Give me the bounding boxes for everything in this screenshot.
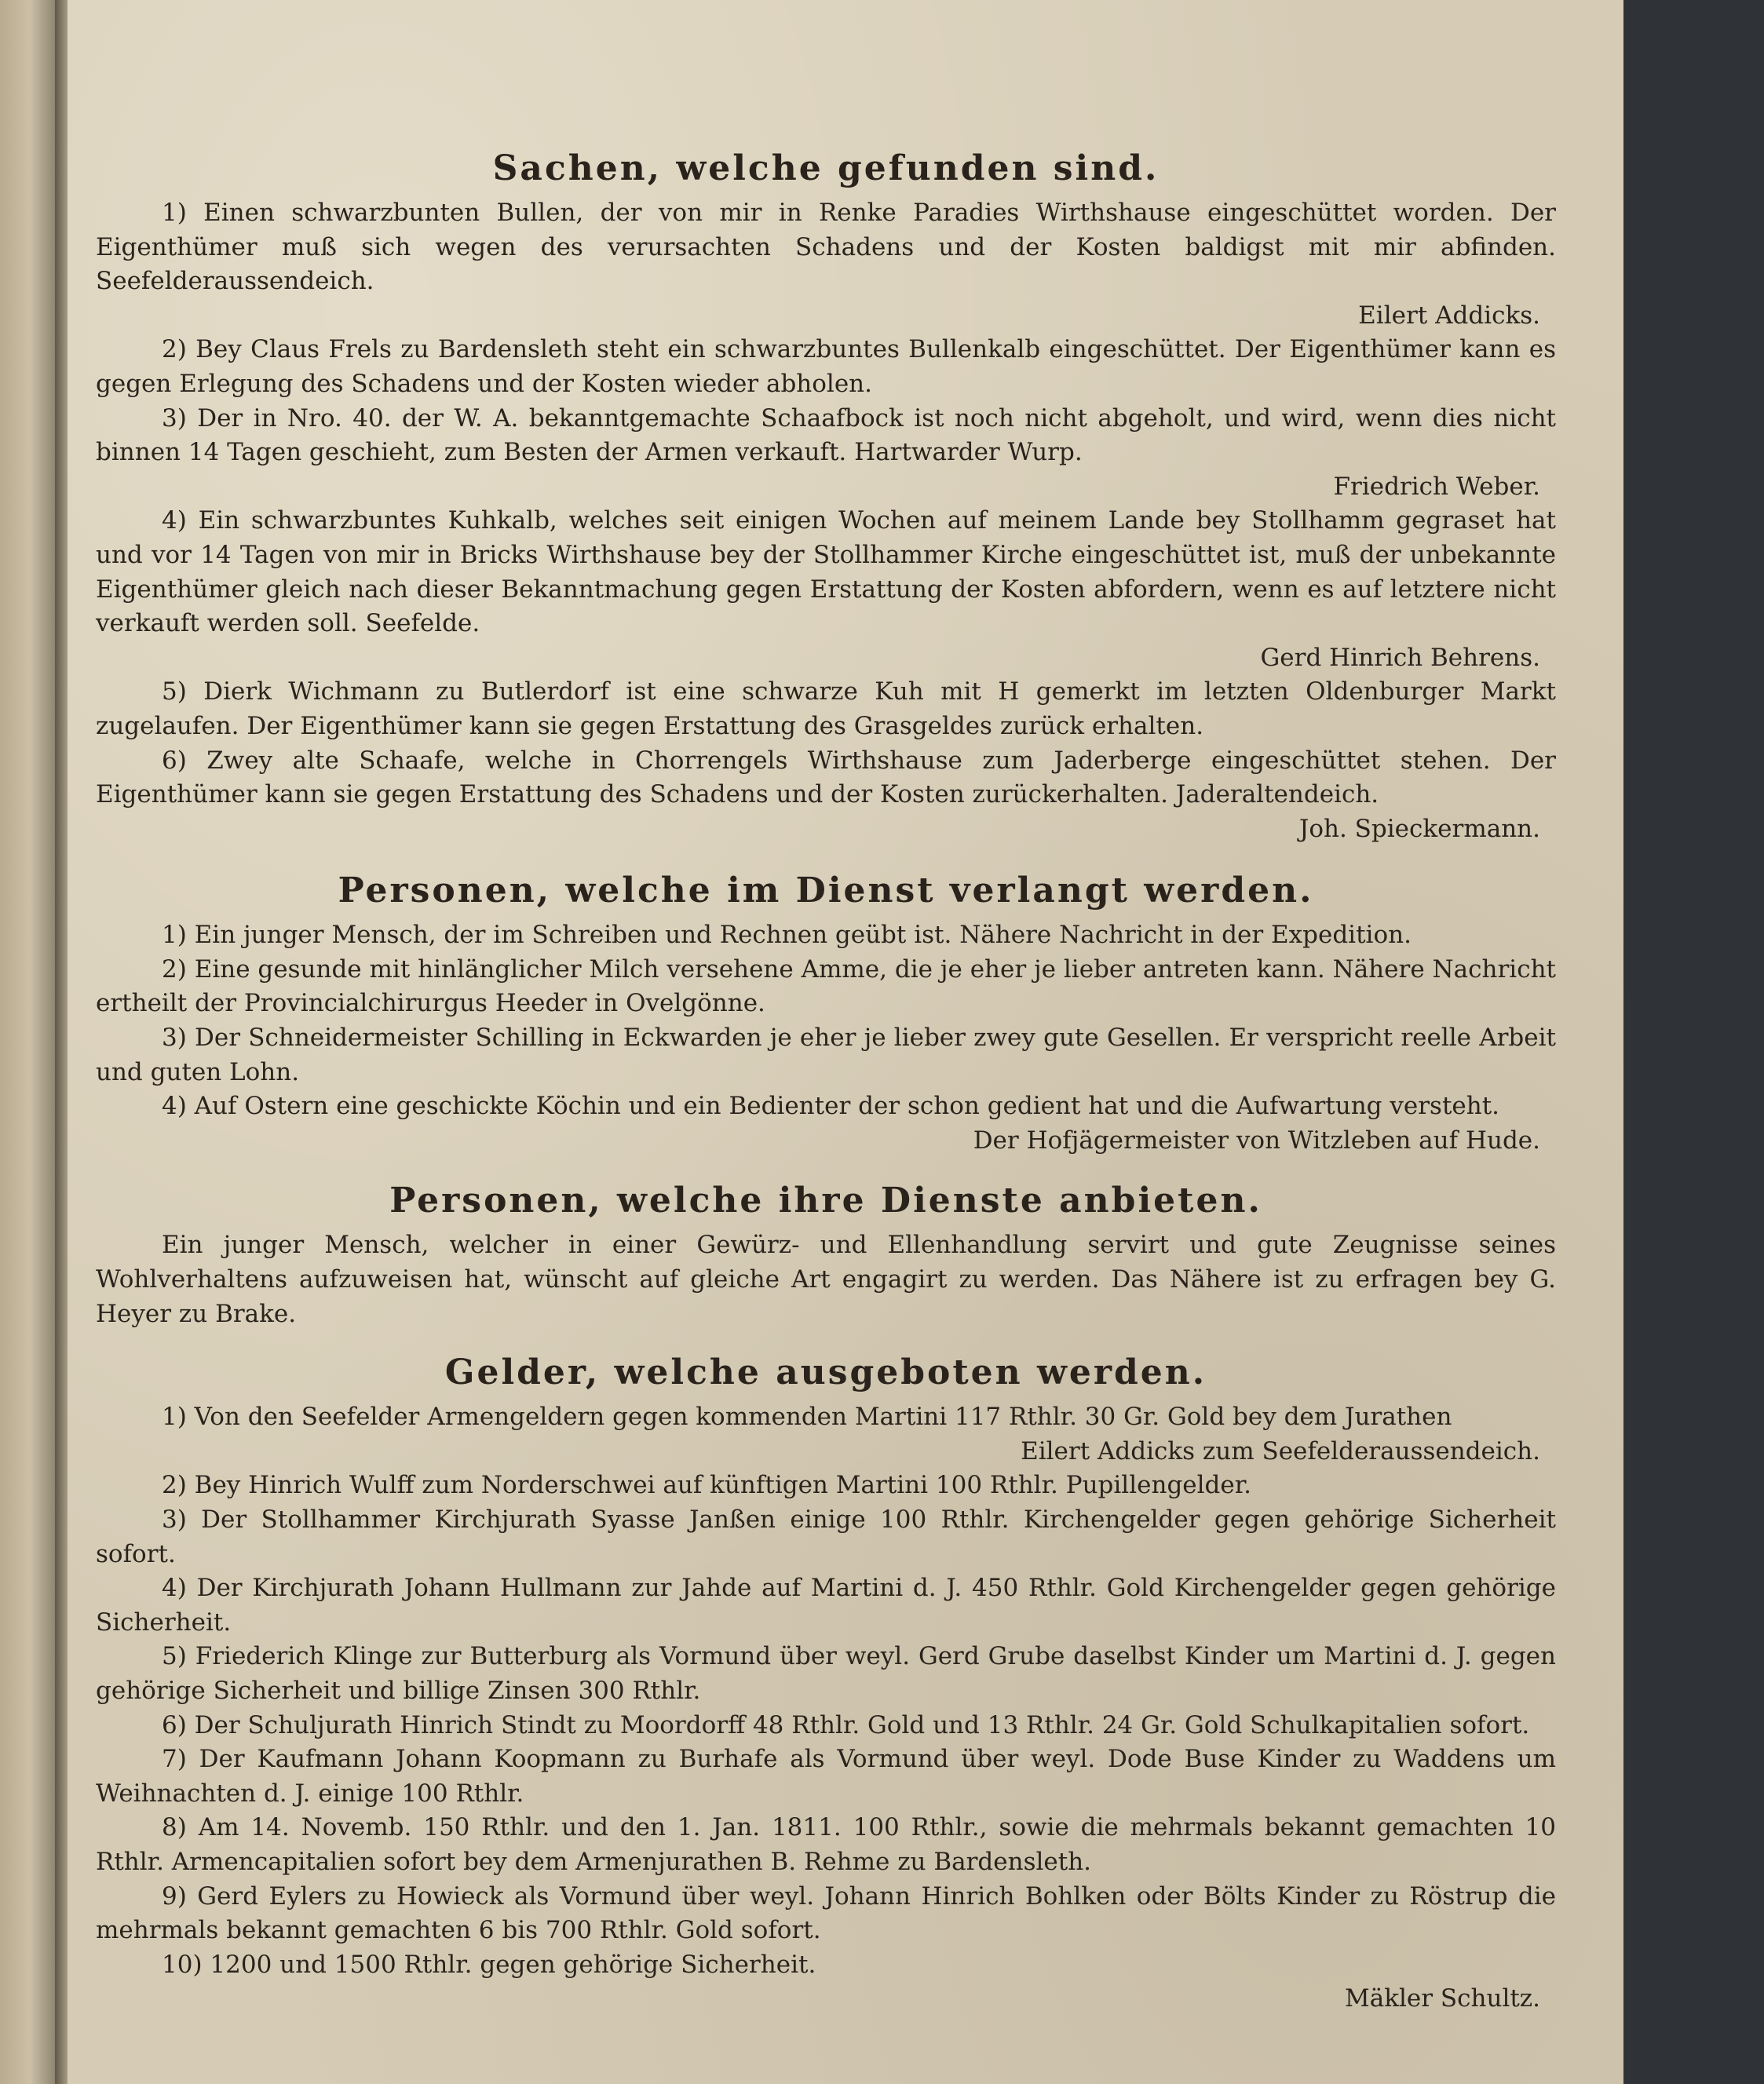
notice-signature: Der Hofjägermeister von Witzleben auf Hude.	[973, 1126, 1540, 1155]
notice-signature: Friedrich Weber.	[1333, 472, 1540, 501]
notice-signature: Mäkler Schultz.	[1344, 1984, 1540, 2013]
notice-item: 2) Bey Claus Frels zu Bardensleth steht ein schwarzbuntes Bullenkalb eingeschüttet. Der Eigenthümer kann es gegen Erlegung des Schadens und der Kosten wieder abholen.	[96, 335, 1556, 398]
notice-item: 6) Zwey alte Schaafe, welche in Chorrengels Wirthshause zum Jaderberge eingeschüttet stehen. Der Eigenthümer kann sie gegen Erstattung des Schadens und der Kosten zurückerhalten. Jaderaltendeich.	[96, 746, 1556, 809]
notice-item: 4) Auf Ostern eine geschickte Köchin und ein Bedienter der schon gedient hat und die Aufwartung versteht.	[162, 1092, 1500, 1121]
book-gutter	[55, 0, 68, 2084]
notice-item: 6) Der Schuljurath Hinrich Stindt zu Moordorff 48 Rthlr. Gold und 13 Rthlr. 24 Gr. Gold Schulkapitalien sofort.	[162, 1710, 1530, 1739]
section-heading: Sachen, welche gefunden sind.	[492, 148, 1160, 188]
section-found-items	[96, 141, 1556, 846]
notice-item: 7) Der Kaufmann Johann Koopmann zu Burhafe als Vormund über weyl. Dode Buse Kinder zu Waddens um Weihnachten d. J. einige 100 Rthlr.	[96, 1745, 1556, 1808]
notice-signature: Joh. Spieckermann.	[1298, 814, 1540, 843]
notice-item: 2) Bey Hinrich Wulff zum Norderschwei auf künftigen Martini 100 Rthlr. Pupillengelder.	[162, 1471, 1252, 1500]
notice-item: 3) Der in Nro. 40. der W. A. bekanntgemachte Schaafbock ist noch nicht abgeholt, und wird, wenn dies nicht binnen 14 Tagen geschieht, zum Besten der Armen verkauft. Hartwarder Wurp.	[96, 403, 1556, 467]
page-content	[96, 141, 1556, 2016]
section-heading: Personen, welche im Dienst verlangt werden.	[338, 870, 1314, 911]
notice-signature: Gerd Hinrich Behrens.	[1260, 643, 1540, 672]
section-services-offered	[96, 1173, 1556, 1331]
notice-item: 5) Friederich Klinge zur Butterburg als Vormund über weyl. Gerd Grube daselbst Kinder um Martini d. J. gegen gehörige Sicherheit und billige Zinsen 300 Rthlr.	[96, 1642, 1556, 1705]
adjacent-page-edge	[0, 0, 55, 2084]
notice-signature: Eilert Addicks.	[1358, 301, 1540, 330]
notice-item: 10) 1200 und 1500 Rthlr. gegen gehörige Sicherheit.	[162, 1950, 816, 1979]
notice-item: 4) Ein schwarzbuntes Kuhkalb, welches seit einigen Wochen auf meinem Lande bey Stollhamm gegraset hat und vor 14 Tagen von mir in Bricks Wirthshause bey der Stollhammer Kirche eingeschüttet ist, muß der unbekannte Eigenthümer gleich nach dieser Bekanntmachung gegen Erstattung der Kosten abfordern, wenn es auf letztere nicht verkauft werden soll. Seefelde.	[96, 506, 1556, 638]
notice-item: 4) Der Kirchjurath Johann Hullmann zur Jahde auf Martini d. J. 450 Rthlr. Gold Kirchengelder gegen gehörige Sicherheit.	[96, 1574, 1556, 1637]
notice-item: 1) Einen schwarzbunten Bullen, der von mir in Renke Paradies Wirthshause eingeschüttet worden. Der Eigenthümer muß sich wegen des verursachten Schadens und der Kosten baldigst mit mir abfinden. Seefelderaussendeich.	[96, 199, 1556, 296]
section-heading: Personen, welche ihre Dienste anbieten.	[389, 1181, 1262, 1221]
notice-item: 5) Dierk Wichmann zu Butlerdorf ist eine schwarze Kuh mit H gemerkt im letzten Oldenburger Markt zugelaufen. Der Eigenthümer kann sie gegen Erstattung des Grasgeldes zurück erhalten.	[96, 677, 1556, 740]
section-money-offered	[96, 1345, 1556, 2016]
notice-item: 9) Gerd Eylers zu Howieck als Vormund über weyl. Johann Hinrich Bohlken oder Bölts Kinder zu Röstrup die mehrmals bekannt gemachten 6 bis 700 Rthlr. Gold sofort.	[96, 1881, 1556, 1945]
section-heading: Gelder, welche ausgeboten werden.	[444, 1352, 1207, 1393]
notice-item: 3) Der Schneidermeister Schilling in Eckwarden je eher je lieber zwey gute Gesellen. Er verspricht reelle Arbeit und guten Lohn.	[96, 1024, 1556, 1086]
notice-item: 1) Ein junger Mensch, der im Schreiben und Rechnen geübt ist. Nähere Nachricht in der Expedition.	[162, 921, 1412, 950]
notice-item: Ein junger Mensch, welcher in einer Gewürz- und Ellenhandlung servirt und gute Zeugnisse seines Wohlverhaltens aufzuweisen hat, wünscht auf gleiche Art engagirt zu werden. Das Nähere ist zu erfragen bey G. Heyer zu Brake.	[96, 1231, 1556, 1328]
notice-item: 1) Von den Seefelder Armengeldern gegen kommenden Martini 117 Rthlr. 30 Gr. Gold bey dem Jurathen	[162, 1403, 1452, 1432]
notice-item: 2) Eine gesunde mit hinlänglicher Milch versehene Amme, die je eher je lieber antreten kann. Nähere Nachricht ertheilt der Provincialchirurgus Heeder in Ovelgönne.	[96, 954, 1556, 1018]
notice-item: 8) Am 14. Novemb. 150 Rthlr. und den 1. Jan. 1811. 100 Rthlr., sowie die mehrmals bekannt gemachten 10 Rthlr. Armencapitalien sofort bey dem Armenjurathen B. Rehme zu Bardensleth.	[96, 1813, 1556, 1876]
notice-item: 3) Der Stollhammer Kirchjurath Syasse Janßen einige 100 Rthlr. Kirchengelder gegen gehörige Sicherheit sofort.	[96, 1506, 1556, 1568]
background-edge	[1623, 0, 1764, 2084]
section-positions-wanted	[96, 863, 1556, 1158]
notice-signature: Eilert Addicks zum Seefelderaussendeich.	[1021, 1436, 1540, 1465]
